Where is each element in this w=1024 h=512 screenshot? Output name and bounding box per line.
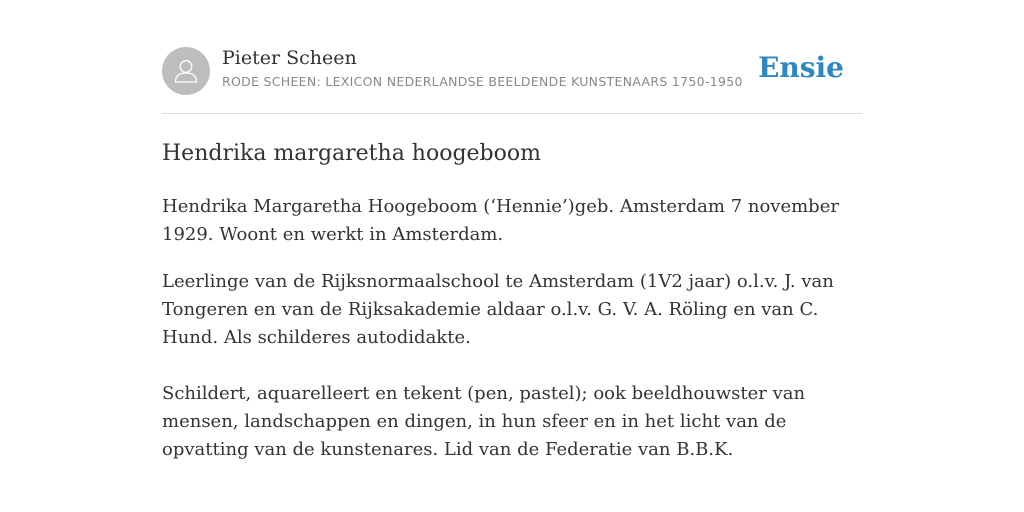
page-title: Hendrika margaretha hoogeboom: [162, 141, 541, 166]
article-header: [162, 40, 862, 114]
article-paragraph: Leerlinge van de Rijksnormaalschool te Amsterdam (1V2 jaar) o.l.v. J. van Tongeren en van de Rijksakademie aldaar o.l.v. G. V. A. Röling en van C. Hund. Als schilderes autodidakte. Schildert, aquarelleert en tekent (pen, pastel); ook beeldhouwster van mensen, landschappen en dingen, in hun sfeer en in het licht van de opvatting van de kunstenares. Lid van de Federatie van B.B.K.: [162, 271, 834, 460]
brand-logo[interactable]: Ensie: [758, 51, 844, 84]
user-icon: [162, 47, 210, 95]
source-label[interactable]: RODE SCHEEN: LEXICON NEDERLANDSE BEELDENDE KUNSTENAARS 1750-1950: [222, 74, 743, 89]
article-card: [162, 40, 862, 464]
article-paragraph: Hendrika Margaretha Hoogeboom (‘Hennie’)geb. Amsterdam 7 november 1929. Woont en werkt in Amsterdam.: [162, 196, 839, 245]
author-name[interactable]: Pieter Scheen: [222, 47, 357, 69]
